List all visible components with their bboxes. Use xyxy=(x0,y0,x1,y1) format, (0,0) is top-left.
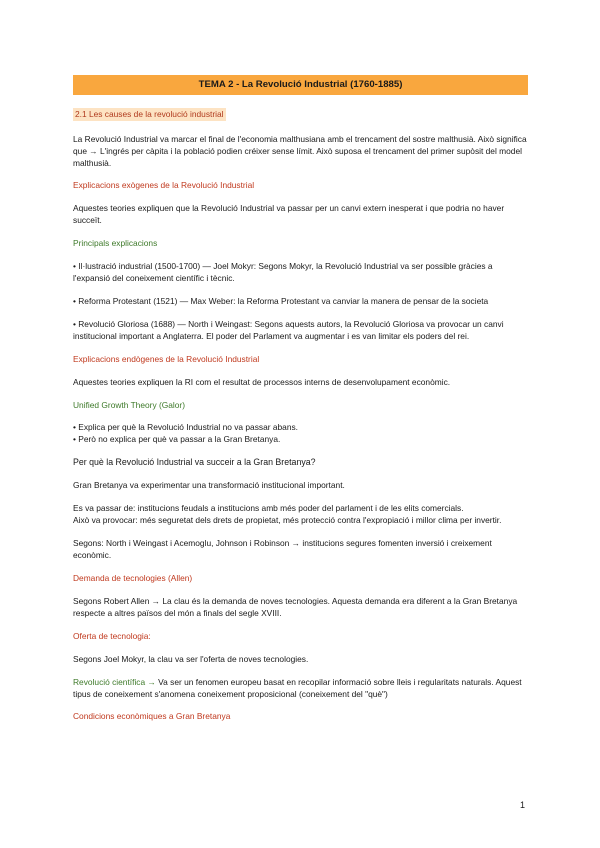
scientific-label: Revolució científica → xyxy=(73,677,156,687)
ugt-bullet-2: • Però no explica per què va passar a la Gran Bretanya. xyxy=(73,434,281,444)
bullet-glorious: • Revolució Gloriosa (1688) — North i Weingast: Segons aquests autors, la Revolució Gloriosa va provocar un canvi institucional important a Anglaterra. El poder del Parlament va augmentar i es van limitar els poders del rei. xyxy=(73,319,504,341)
bullet-reform: • Reforma Protestant (1521) — Max Weber: la Reforma Protestant va canviar la manera de pensar de la societa xyxy=(73,296,489,306)
document-title: TEMA 2 - La Revolució Industrial (1760-1885) xyxy=(73,75,528,95)
question-line: Per què la Revolució Industrial va succeir a la Gran Bretanya? xyxy=(73,457,316,467)
ugt-bullet-1: • Explica per què la Revolució Industrial no va passar abans. xyxy=(73,422,298,432)
bullet-illustration: • Il·lustració industrial (1500-1700) — Joel Mokyr: Segons Mokyr, la Revolució Industrial va ser possible gràcies a l'expansió del coneixement científic i tècnic. xyxy=(73,261,493,283)
ugt-heading: Unified Growth Theory (Galor) xyxy=(73,400,186,410)
gb-paragraph: Gran Bretanya va experimentar una transformació institucional important. xyxy=(73,480,345,490)
scientific-paragraph xyxy=(73,676,528,700)
document-page xyxy=(73,75,528,722)
exogenous-heading: Explicacions exògenes de la Revolució Industrial xyxy=(73,180,255,190)
supply-paragraph: Segons Joel Mokyr, la clau va ser l'oferta de noves tecnologies. xyxy=(73,654,309,664)
transition-line-2: Això va provocar: més seguretat dels drets de propietat, més protecció contra l'expropiació i millor clima per invertir. xyxy=(73,515,502,525)
endogenous-heading: Explicacions endògenes de la Revolució Industrial xyxy=(73,354,260,364)
page-number: 1 xyxy=(520,800,526,810)
endogenous-paragraph: Aquestes teories expliquen la RI com el resultat de processos interns de desenvolupament econòmic. xyxy=(73,377,451,387)
scientific-text: Va ser un fenomen europeu basat en recopilar informació sobre lleis i regularitats naturals. Aquest tipus de coneixement s'anomena coneixement proposicional (coneixement del "què") xyxy=(73,677,522,699)
economic-heading: Condicions econòmiques a Gran Bretanya xyxy=(73,711,231,721)
demand-paragraph: Segons Robert Allen → La clau és la demanda de noves tecnologies. Aquesta demanda era diferent a la Gran Bretanya respecte a altres països del món a finals del segle XVIII. xyxy=(73,596,518,618)
transition-line-1: Es va passar de: institucions feudals a institucions amb més poder del parlament i de les elits comercials. xyxy=(73,503,464,513)
section-heading: 2.1 Les causes de la revolució industrial xyxy=(75,109,224,119)
exogenous-paragraph: Aquestes teories expliquen que la Revolució Industrial va passar per un canvi extern inesperat i que podria no haver succeït. xyxy=(73,203,505,225)
segons-paragraph: Segons: North i Weingast i Acemoglu, Johnson i Robinson → institucions segures fomenten inversió i creixement econòmic. xyxy=(73,538,492,560)
principal-heading: Principals explicacions xyxy=(73,238,158,248)
intro-paragraph: La Revolució Industrial va marcar el final de l'economia malthusiana amb el trencament del sostre malthusià. Això significa que → L'ingrés per càpita i la població podien créixer sense límit. Això suposa el trencament del primer supòsit del model malthusià. xyxy=(73,134,527,168)
supply-heading: Oferta de tecnologia: xyxy=(73,631,151,641)
demand-heading: Demanda de tecnologies (Allen) xyxy=(73,573,193,583)
